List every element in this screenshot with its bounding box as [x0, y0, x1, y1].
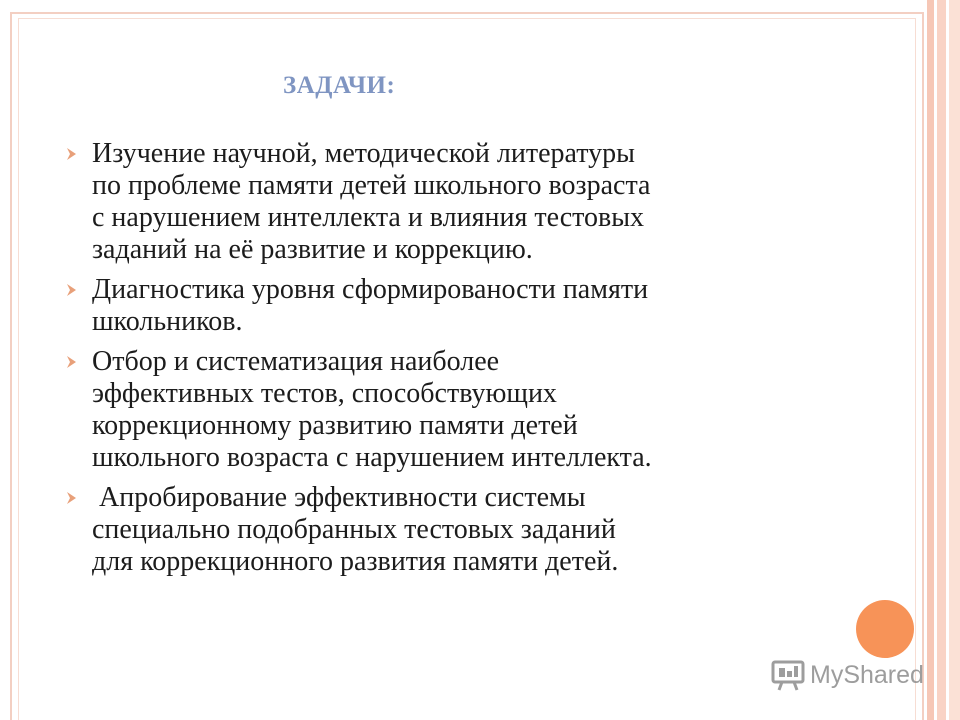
- list-item-line: Изучение научной, методической литературы: [92, 138, 635, 169]
- decorative-stripes: [924, 0, 960, 720]
- list-item-line: Апробирование эффективности системы: [92, 482, 586, 513]
- list-item-line: Диагностика уровня сформированости памяти: [92, 274, 649, 305]
- list-item-line: с нарушением интеллекта и влияния тестовых: [92, 202, 645, 233]
- list-item-line: школьного возраста с нарушением интеллекта.: [92, 442, 652, 473]
- list-item-line: для коррекционного развития памяти детей.: [92, 546, 619, 577]
- list-item-line: эффективных тестов, способствующих: [92, 378, 557, 409]
- list-item-line: заданий на её развитие и коррекцию.: [92, 234, 533, 265]
- bullet-list: [50, 138, 840, 586]
- decorative-circle: [856, 600, 914, 658]
- list-item-line: Отбор и систематизация наиболее: [92, 346, 500, 377]
- list-item-line: школьников.: [92, 306, 243, 337]
- watermark: [770, 655, 924, 695]
- list-item: [50, 482, 840, 578]
- list-item-line: коррекционному развитию памяти детей: [92, 410, 578, 441]
- slide-title: ЗАДАЧИ:: [283, 72, 396, 99]
- arrowhead-bullet-icon: [64, 282, 80, 298]
- arrowhead-bullet-icon: [64, 354, 80, 370]
- presentation-board-icon: [770, 657, 806, 693]
- arrowhead-bullet-icon: [64, 146, 80, 162]
- list-item: [50, 274, 840, 338]
- watermark-text: MyShared: [810, 660, 924, 689]
- list-item: [50, 346, 840, 474]
- list-item-line: специально подобранных тестовых заданий: [92, 514, 616, 545]
- list-item: [50, 138, 840, 266]
- list-item-line: по проблеме памяти детей школьного возраста: [92, 170, 651, 201]
- arrowhead-bullet-icon: [64, 490, 80, 506]
